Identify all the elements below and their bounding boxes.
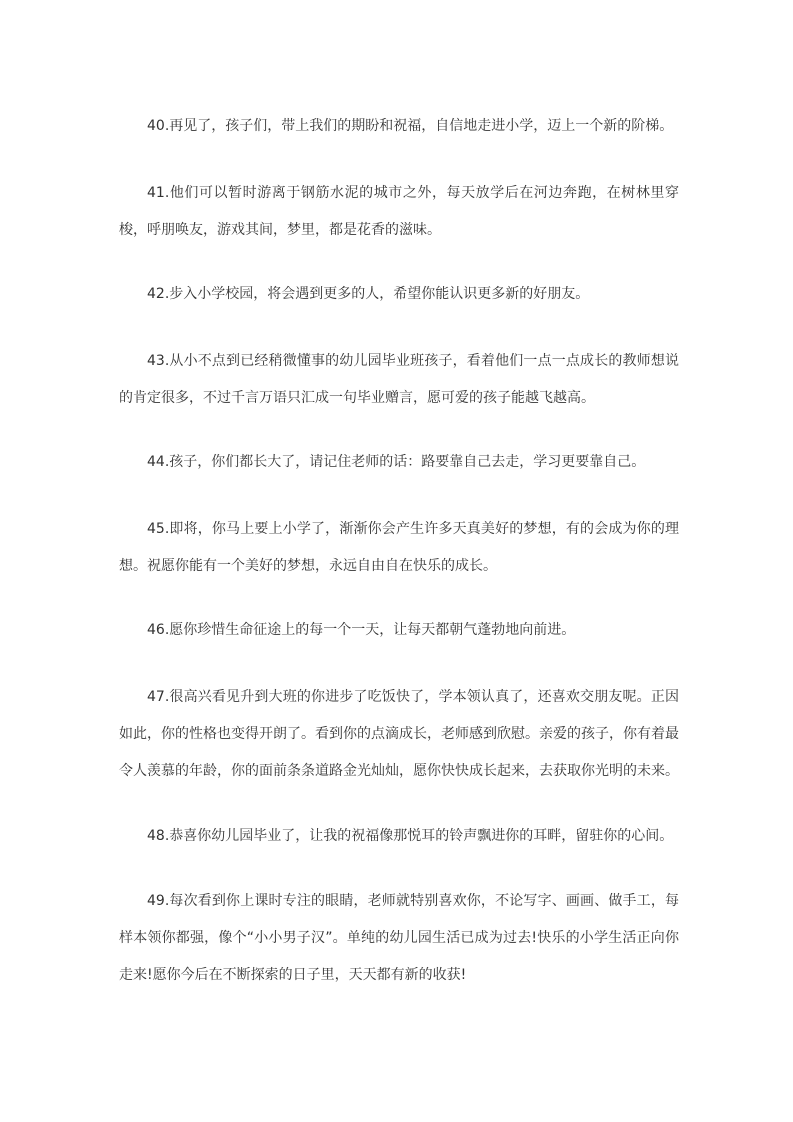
paragraph-44: 44.孩子，你们都长大了，请记住老师的话：路要靠自己去走，学习更要靠自己。	[147, 454, 646, 470]
paragraph-43: 43.从小不点到已经稍微懂事的幼儿园毕业班孩子，看着他们一点一点成长的教师想说的肯定很多，不过千言万语只汇成一句毕业赠言，愿可爱的孩子能越飞越高。	[119, 353, 679, 406]
paragraph-42: 42.步入小学校园，将会遇到更多的人，希望你能认识更多新的好朋友。	[147, 286, 590, 302]
paragraph-49: 49.每次看到你上课时专注的眼睛，老师就特别喜欢你，不论写字、画画、做手工，每样本领你都强，像个“小小男子汉”。单纯的幼儿园生活已成为过去!快乐的小学生活正向你走来!愿你今后在不断探索的日子里，天天都有新的收获!	[119, 893, 679, 983]
paragraph-46: 46.愿你珍惜生命征途上的每一个一天，让每天都朝气蓬勃地向前进。	[147, 622, 576, 638]
paragraph-40: 40.再见了，孩子们，带上我们的期盼和祝福，自信地走进小学，迈上一个新的阶梯。	[147, 118, 674, 134]
paragraph-48: 48.恭喜你幼儿园毕业了，让我的祝福像那悦耳的铃声飘进你的耳畔，留驻你的心间。	[147, 828, 674, 844]
paragraph-45: 45.即将，你马上要上小学了，渐渐你会产生许多天真美好的梦想，有的会成为你的理想。祝愿你能有一个美好的梦想，永远自由自在快乐的成长。	[119, 521, 679, 574]
paragraph-41: 41.他们可以暂时游离于钢筋水泥的城市之外，每天放学后在河边奔跑，在树林里穿梭，呼朋唤友，游戏其间，梦里，都是花香的滋味。	[119, 185, 679, 238]
paragraph-47: 47.很高兴看见升到大班的你进步了吃饭快了，学本领认真了，还喜欢交朋友呢。正因如此，你的性格也变得开朗了。看到你的点滴成长，老师感到欣慰。亲爱的孩子，你有着最令人羡慕的年龄，你的面前条条道路金光灿灿，愿你快快成长起来，去获取你光明的未来。	[119, 689, 679, 779]
